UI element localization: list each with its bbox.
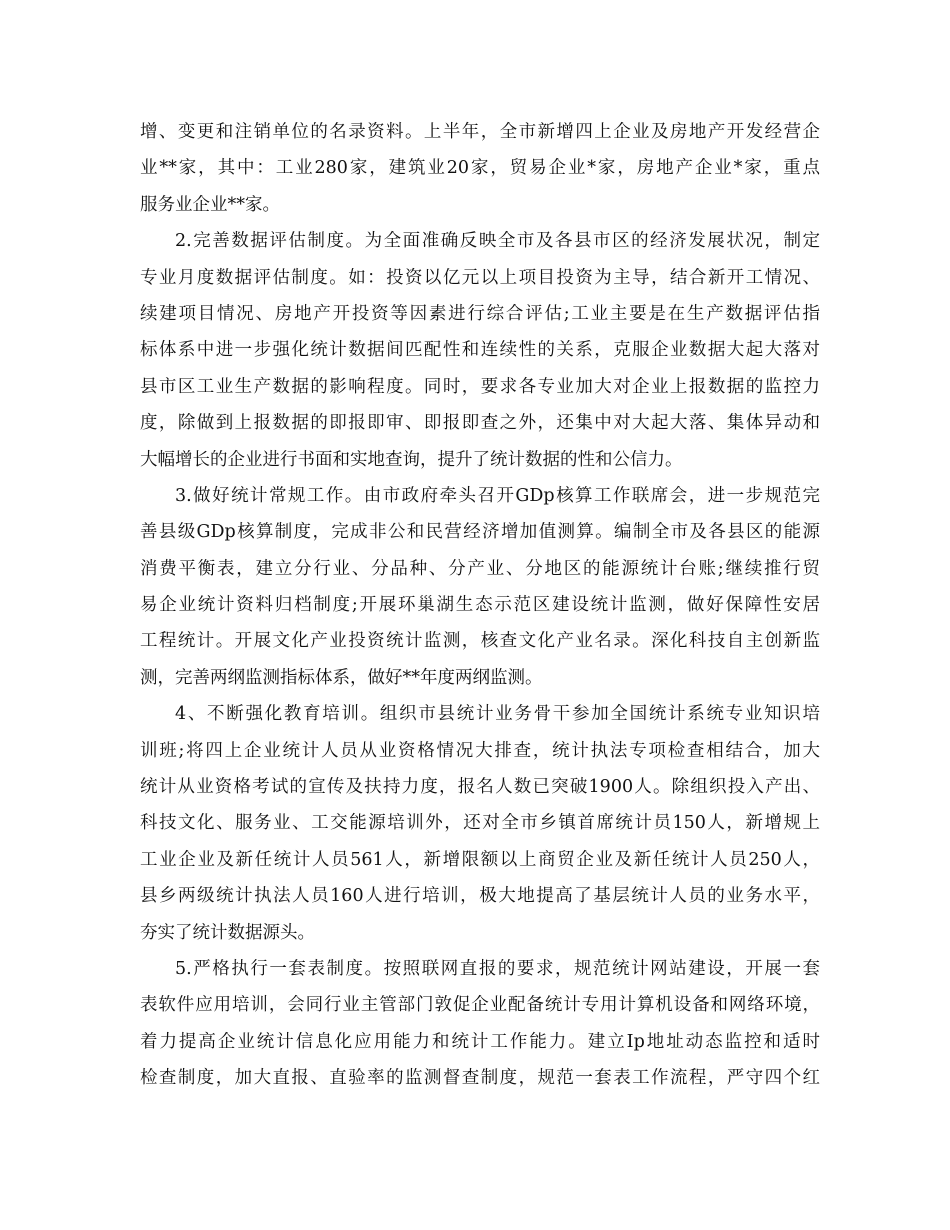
text-line: 科技文化、服务业、工交能源培训外，还对全市乡镇首席统计员150人，新增规上 (140, 813, 820, 834)
paragraph-4 (140, 696, 820, 951)
text-line: 测，完善两纲监测指标体系，做好**年度两纲监测。 (140, 667, 543, 688)
text-line: 夯实了统计数据源头。 (140, 922, 315, 943)
text-line: 4、不断强化教育培训。组织市县统计业务骨干参加全国统计系统专业知识培 (175, 704, 820, 725)
text-line: 工业企业及新任统计人员561人，新增限额以上商贸企业及新任统计人员250人， (140, 849, 820, 870)
text-line: 3.做好统计常规工作。由市政府牵头召开GDp核算工作联席会，进一步规范完 (175, 485, 820, 506)
text-line: 标体系中进一步强化统计数据间匹配性和连续性的关系，克服企业数据大起大落对 (140, 340, 820, 361)
text-line: 消费平衡表，建立分行业、分品种、分产业、分地区的能源统计台账;继续推行贸 (140, 558, 820, 579)
text-line: 着力提高企业统计信息化应用能力和统计工作能力。建立Ip地址动态监控和适时 (140, 1031, 820, 1052)
text-line: 大幅增长的企业进行书面和实地查询，提升了统计数据的性和公信力。 (140, 449, 683, 470)
paragraph-2 (140, 223, 820, 478)
paragraph-5 (140, 951, 820, 1097)
text-line: 善县级GDp核算制度，完成非公和民营经济增加值测算。编制全市及各县区的能源 (140, 522, 820, 543)
text-line: 县乡两级统计执法人员160人进行培训，极大地提高了基层统计人员的业务水平， (140, 886, 820, 907)
document-body (140, 114, 820, 1097)
text-line: 表软件应用培训，会同行业主管部门敦促企业配备统计专用计算机设备和网络环境， (140, 995, 820, 1016)
text-line: 县市区工业生产数据的影响程度。同时，要求各专业加大对企业上报数据的监控力 (140, 376, 820, 397)
paragraph-3 (140, 478, 820, 696)
text-line: 工程统计。开展文化产业投资统计监测，核查文化产业名录。深化科技自主创新监 (140, 631, 820, 652)
text-line: 续建项目情况、房地产开投资等因素进行综合评估;工业主要是在生产数据评估指 (140, 303, 820, 324)
text-line: 2.完善数据评估制度。为全面准确反映全市及各县市区的经济发展状况，制定 (175, 231, 820, 252)
paragraph-1 (140, 114, 820, 223)
text-line: 统计从业资格考试的宣传及扶持力度，报名人数已突破1900人。除组织投入产出、 (140, 777, 820, 798)
text-line: 增、变更和注销单位的名录资料。上半年，全市新增四上企业及房地产开发经营企 (140, 122, 820, 142)
text-line: 度，除做到上报数据的即报即审、即报即查之外，还集中对大起大落、集体异动和 (140, 413, 820, 434)
text-line: 训班;将四上企业统计人员从业资格情况大排查，统计执法专项检查相结合，加大 (140, 740, 820, 761)
text-line: 业**家，其中：工业280家，建筑业20家，贸易企业*家，房地产企业*家，重点 (140, 158, 820, 179)
text-line: 服务业企业**家。 (140, 194, 280, 215)
text-line: 专业月度数据评估制度。如：投资以亿元以上项目投资为主导，结合新开工情况、 (140, 267, 820, 288)
text-line: 5.严格执行一套表制度。按照联网直报的要求，规范统计网站建设，开展一套 (175, 958, 820, 979)
text-line: 检查制度，加大直报、直验率的监测督查制度，规范一套表工作流程，严守四个红 (140, 1068, 820, 1089)
text-line: 易企业统计资料归档制度;开展环巢湖生态示范区建设统计监测，做好保障性安居 (140, 595, 820, 616)
